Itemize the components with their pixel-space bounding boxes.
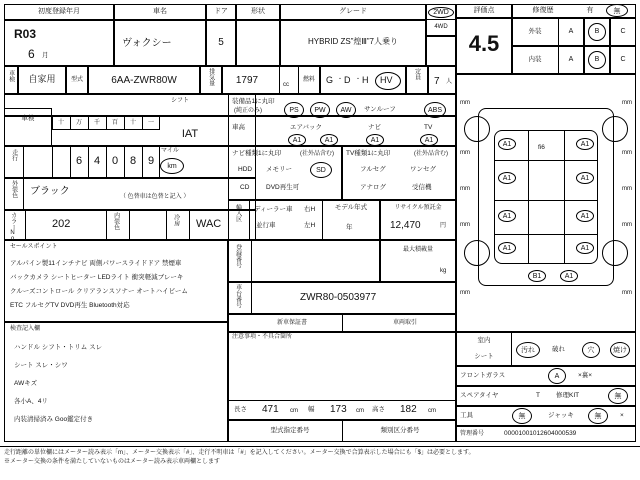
shape-value xyxy=(236,32,280,52)
mileage-digit-2: 0 xyxy=(111,154,119,167)
diagram-mark-a1-ml: A1 xyxy=(498,172,516,184)
mileage-unit-km[interactable]: km xyxy=(160,158,184,174)
drive-4wd-option[interactable]: 4WD xyxy=(434,24,448,31)
hand-right[interactable]: 右H xyxy=(304,206,316,213)
mileage-unit-label: マイル xyxy=(161,148,179,154)
model-year-unit: 年 xyxy=(346,224,353,231)
length-label: 長さ xyxy=(234,406,247,413)
condition-glass-a[interactable]: A xyxy=(548,368,566,384)
equipment-pw[interactable]: PW xyxy=(310,102,330,118)
condition-tool-label: 工具 xyxy=(460,412,473,420)
color-note: （ 色替車は色替と記入 ） xyxy=(120,194,190,200)
mileage-digit-0: 6 xyxy=(75,154,83,167)
inspection-notes-panel xyxy=(4,322,228,442)
inspection-sep-3 xyxy=(106,116,107,130)
exterior-grade-c: C xyxy=(620,28,626,36)
fuel-label: 燃料 xyxy=(302,76,315,83)
equipment-mark-a1-1: A1 xyxy=(288,134,306,146)
footer-notes xyxy=(0,446,640,480)
mileage-sep-3 xyxy=(106,146,107,178)
fuel-hv-selected xyxy=(375,72,401,90)
type-code-divider xyxy=(342,420,343,442)
capacity-value: 7 xyxy=(434,76,440,87)
owner-label: 車検 xyxy=(7,70,14,82)
nav-cd[interactable]: CD xyxy=(240,184,250,191)
tv-fullseg[interactable]: フルセグ xyxy=(360,166,386,173)
equipment-mark-a1-3: A1 xyxy=(366,134,384,146)
height-label: 高さ xyxy=(372,406,385,413)
transfer-label[interactable]: 車両取引 xyxy=(392,319,417,326)
interior-grade-b: B xyxy=(594,56,600,64)
wheel-front-right xyxy=(602,116,628,142)
repair-label: 修復歴 xyxy=(532,7,554,15)
wheel-rear-right xyxy=(602,240,628,266)
inspection-sep-4 xyxy=(124,116,125,130)
nav-type-title: ナビ種類1に丸印 xyxy=(232,150,282,157)
equipment-title-note: (純正のみ) xyxy=(234,108,262,114)
diagram-mark-a1-mr: A1 xyxy=(576,172,594,184)
condition-spare-none[interactable]: 無 xyxy=(608,388,628,404)
mileage-digit-3: 8 xyxy=(129,154,137,167)
dealer-label: 輪入区 xyxy=(234,204,241,222)
condition-jack-x[interactable]: × xyxy=(620,412,624,419)
diagram-mark-a1-bottom: A1 xyxy=(560,270,578,282)
sales-line-2: クルーズコントロール クリアランスソナー オートハイビーム xyxy=(10,288,188,295)
repair-no-option[interactable]: 無 xyxy=(606,4,628,17)
fuel-separator-2: ・ xyxy=(355,77,362,83)
equipment-height-label: 車高 xyxy=(232,124,245,131)
car-line-h1 xyxy=(494,160,598,161)
reg-month-unit: 月 xyxy=(42,52,49,59)
condition-jack-label: ジャッキ xyxy=(548,412,574,419)
wheel-rear-left xyxy=(464,240,490,266)
inspection-col-4: 十 xyxy=(129,119,136,126)
equipment-title: 装備品1に丸印 xyxy=(232,98,275,105)
shift-label: シフト xyxy=(170,97,189,104)
diagram-mark-a1-rr: A1 xyxy=(576,242,594,254)
diagram-mm-mr: mm xyxy=(622,186,632,192)
condition-spare-label: スペアタイヤ xyxy=(460,392,499,400)
condition-tear[interactable]: 破れ xyxy=(552,346,565,353)
max-load-label: 最大積載量 xyxy=(402,246,433,253)
mileage-digit-4: 9 xyxy=(147,154,155,167)
diagram-mark-a1-ml2: A1 xyxy=(498,210,516,222)
condition-room-label: 室内 xyxy=(477,337,491,345)
door-value: 5 xyxy=(218,36,224,48)
inspection-note-4: 内装清掃済み Goo鑑定付き xyxy=(14,416,94,423)
color-code-value: 202 xyxy=(52,218,71,230)
nav-type-note: (社外品含む) xyxy=(300,151,334,157)
note-label: 注意事項・不具合箇所 xyxy=(232,334,293,340)
interior-grade-c: C xyxy=(620,56,626,64)
equipment-abs[interactable]: ABS xyxy=(424,102,446,118)
maker-label: 車名 xyxy=(153,8,167,16)
recycle-label: リサイクル預託金 xyxy=(394,204,442,211)
model-year-label: モデル年式 xyxy=(334,204,368,212)
fuel-option-h[interactable]: H xyxy=(362,75,369,85)
capacity-unit: 人 xyxy=(446,79,453,85)
cool-label: 冷房 xyxy=(172,214,179,226)
vehicle-name-value: ヴォクシー xyxy=(122,38,172,49)
diagram-mm-br2: mm xyxy=(622,290,632,296)
diagram-center-label: ﬁ6 xyxy=(538,144,545,151)
diagram-mm-bl2: mm xyxy=(460,290,470,296)
reg-month-value: 6 xyxy=(28,47,35,61)
condition-jack-none[interactable]: 無 xyxy=(588,408,608,424)
chassis-label: 車台番号 xyxy=(234,284,241,308)
equipment-sunroof[interactable]: サンルーフ xyxy=(364,106,396,113)
dealer-option-dealer[interactable]: ディーラー車 xyxy=(254,206,293,213)
mileage-sep-4 xyxy=(124,146,125,178)
color-label: 外装色 xyxy=(10,180,17,198)
diagram-mm-bl: mm xyxy=(460,222,470,228)
diagram-mm-br: mm xyxy=(622,222,632,228)
exterior-label: 外装 xyxy=(528,28,542,36)
car-line-v1 xyxy=(528,130,529,264)
diagram-mm-tl2: mm xyxy=(460,100,470,106)
fuel-separator-1: ・ xyxy=(337,77,344,83)
height-value: 182 xyxy=(400,404,417,415)
inspection-sep-5 xyxy=(142,116,143,130)
disp-unit: cc xyxy=(283,82,289,88)
inspection-note-3: 各小A、4リ xyxy=(14,398,48,405)
sales-line-1: バックカメラ シートヒーター LEDライト 衝突軽減ブレーキ xyxy=(10,274,184,281)
color-code-label: カラーNo. xyxy=(9,212,16,248)
type-code-label: 型式指定番号 xyxy=(270,427,310,435)
inspection-sep-1 xyxy=(70,116,71,130)
insurance-label[interactable]: 新車保証書 xyxy=(276,319,307,326)
chassis-value: ZWR80-0503977 xyxy=(300,292,377,303)
tv-analog[interactable]: アナログ xyxy=(360,184,386,191)
diagram-mm-tl: mm xyxy=(460,150,470,156)
door-label: ドア xyxy=(214,8,228,16)
condition-spare-kit[interactable]: 修理KIT xyxy=(556,392,580,399)
recycle-value: 12,470 xyxy=(390,220,421,231)
fuel-option-g[interactable]: G xyxy=(326,75,334,85)
sales-title: セールスポイント xyxy=(10,244,58,250)
inspection-note-1: シート スレ・シワ xyxy=(14,362,68,369)
dealer-option-parallel[interactable]: 並行車 xyxy=(256,222,276,229)
diagram-mark-b1: B1 xyxy=(528,270,546,282)
interior-grade-a: A xyxy=(568,56,574,64)
diagram-mm-tr2: mm xyxy=(622,100,632,106)
tv-receiver[interactable]: 受信機 xyxy=(412,184,432,191)
disp-value: 1797 xyxy=(235,74,259,86)
grade-value: HYBRID ZS”煌Ⅲ”7人乗り xyxy=(308,36,398,46)
color-value: ブラック xyxy=(30,186,70,197)
diagram-mark-a1-mr2: A1 xyxy=(576,210,594,222)
interior-grade-b-selected xyxy=(588,51,606,69)
equipment-mark-a1-4: A1 xyxy=(420,134,438,146)
length-unit: cm xyxy=(290,408,298,414)
exterior-grade-b-selected xyxy=(588,23,606,41)
width-unit: cm xyxy=(356,408,364,414)
condition-seat-label: シート xyxy=(474,353,494,361)
hand-left[interactable]: 左H xyxy=(304,222,316,229)
disp-label: 排気量 xyxy=(207,68,214,86)
condition-burn[interactable]: 焼け xyxy=(610,342,630,358)
fuel-option-d[interactable]: D xyxy=(344,75,351,85)
drive-2wd-option[interactable]: 2WD xyxy=(428,7,454,18)
management-value: 00001001012604000539 xyxy=(504,430,577,438)
inspection-col-2: 千 xyxy=(93,119,100,126)
insurance-divider xyxy=(342,314,343,332)
equipment-ps[interactable]: PS xyxy=(284,102,304,118)
recycle-unit: 円 xyxy=(440,223,447,229)
mileage-sep-2 xyxy=(88,146,89,178)
inspection-sep-2 xyxy=(88,116,89,130)
reg-number-label: 登録番号 xyxy=(234,244,241,268)
inspection-note-2: AWキズ xyxy=(14,380,38,387)
nav-hdd[interactable]: HDD xyxy=(238,166,253,173)
inspection-col-0: 十 xyxy=(57,119,64,126)
grade-label: グレード xyxy=(339,8,367,16)
condition-hole[interactable]: 穴 xyxy=(582,342,600,358)
sales-line-3: ETC フルセグTV DVD再生 Bluetooth対応 xyxy=(10,302,130,309)
tv-type-note: (社外品含む) xyxy=(414,151,448,157)
exterior-grade-b: B xyxy=(594,28,600,36)
shift-value: IAT xyxy=(181,127,199,140)
car-line-h2 xyxy=(494,200,598,201)
nav-dvd[interactable]: DVD再生可 xyxy=(266,184,300,191)
equipment-mark-a1-2: A1 xyxy=(320,134,338,146)
interior-color-value: WAC xyxy=(196,218,222,230)
sales-line-0: アルパイン製11インチナビ 両側パワースライドドア 禁煙車 xyxy=(10,260,182,267)
class-code-label: 類別区分番号 xyxy=(380,427,420,435)
diagram-mark-a1-fr: A1 xyxy=(576,138,594,150)
exterior-grade-a: A xyxy=(568,28,574,36)
inspection-label: 車検 xyxy=(21,115,35,123)
condition-tool-none[interactable]: 無 xyxy=(512,408,532,424)
height-unit: cm xyxy=(428,408,436,414)
tv-type-title: TV種類1に丸印 xyxy=(346,150,391,157)
length-value: 471 xyxy=(262,404,279,415)
rating-value: 4.5 xyxy=(468,30,500,56)
footer-line-2: ※メーター交換の条件を満たしていないものはメーター読み表示車両欄とします xyxy=(4,459,221,465)
nav-sd[interactable]: SD xyxy=(310,162,332,178)
mileage-label: 走行 xyxy=(10,149,17,161)
width-label: 幅 xyxy=(308,406,315,413)
equipment-aw[interactable]: AW xyxy=(336,102,356,118)
management-label: 管理番号 xyxy=(460,430,485,437)
inspection-col-3: 百 xyxy=(111,119,118,126)
inspection-note-0: ハンドル シフト・トリム スレ xyxy=(14,344,103,351)
width-value: 173 xyxy=(330,404,347,415)
diagram-mm-tr: mm xyxy=(622,150,632,156)
condition-dirt[interactable]: 汚れ xyxy=(516,342,540,358)
capacity-label: 定員 xyxy=(413,68,420,80)
diagram-mark-a1-rl: A1 xyxy=(498,242,516,254)
reg-year-label: 初度登録年月 xyxy=(38,8,80,16)
wheel-front-left xyxy=(464,116,490,142)
inspection-notes-title: 検査記入欄 xyxy=(10,326,41,332)
interior-color-label: 内装色 xyxy=(112,212,119,230)
drive-cell-lower xyxy=(426,36,456,66)
mileage-sep-5 xyxy=(142,146,143,178)
car-line-v2 xyxy=(564,130,565,264)
fuel-option-hv[interactable]: HV xyxy=(380,75,393,85)
mileage-sep-1 xyxy=(70,146,71,178)
tv-oneseg[interactable]: ワンセグ xyxy=(410,166,436,173)
shape-label: 形状 xyxy=(251,8,265,16)
rating-label: 評価点 xyxy=(473,7,495,15)
footer-line-1: 走行距離の単位欄にはメーター読み表示「m」、メーター交換表示「#」、走行不明車は「#」を記入してください。メーター交換で合算表示した場合にも「$」は必要とします。 xyxy=(4,450,475,456)
nav-memory[interactable]: メモリー xyxy=(266,166,292,173)
condition-spare-t[interactable]: T xyxy=(536,392,540,399)
repair-yes-option[interactable]: 有 xyxy=(586,7,594,15)
inspection-col-1: 万 xyxy=(75,119,82,126)
diagram-mark-a1-fl: A1 xyxy=(498,138,516,150)
type-value: 6AA-ZWR80W xyxy=(111,74,177,86)
reg-year-value: R03 xyxy=(14,27,37,41)
owner-value: 自家用 xyxy=(28,74,56,85)
type-label: 型式 xyxy=(70,76,83,83)
interior-label: 内装 xyxy=(528,56,542,64)
max-load-unit: kg xyxy=(440,268,447,274)
car-line-h3 xyxy=(494,234,598,235)
condition-glass-x[interactable]: ×裏× xyxy=(578,372,593,379)
inspection-col-5: 一 xyxy=(147,119,154,126)
equipment-airbag[interactable]: エアバック xyxy=(290,124,322,131)
diagram-mm-ml: mm xyxy=(460,186,470,192)
equipment-tv[interactable]: TV xyxy=(424,124,433,131)
condition-glass-label: フロントガラス xyxy=(460,372,506,380)
mileage-digit-1: 4 xyxy=(93,154,101,167)
equipment-navi[interactable]: ナビ xyxy=(368,124,381,131)
